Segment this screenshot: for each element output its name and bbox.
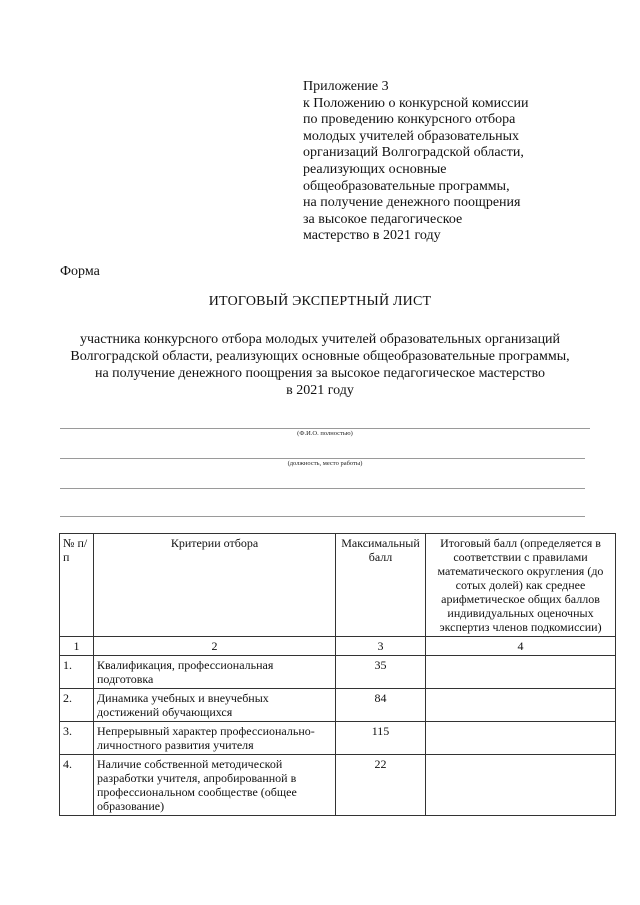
row-criteria: Непрерывный характер профессионально-личностного развития учителя [94,722,336,755]
subtitle-line: на получение денежного поощрения за высокое педагогическое мастерство [94,366,546,381]
appendix-line: за высокое педагогическое [303,211,463,227]
document-title: ИТОГОВЫЙ ЭКСПЕРТНЫЙ ЛИСТ [208,294,432,309]
blank-line [60,488,585,489]
appendix-line: на получение денежного поощрения [303,195,521,211]
appendix-line: к Положению о конкурсной комиссии [303,95,529,111]
row-total[interactable] [426,755,616,816]
position-caption: (должность, место работы) [287,460,363,467]
appendix-line: организаций Волгоградской области, [303,145,524,161]
document-subtitle [40,331,600,399]
table-header-row [60,534,616,637]
row-criteria: Динамика учебных и внеучебных достижений обучающихся [94,689,336,722]
subtitle-line: участника конкурсного отбора молодых учителей образовательных организаций [79,332,561,347]
table-row [60,755,616,816]
appendix-line: Приложение 3 [303,79,389,94]
appendix-line: общеобразовательные программы, [303,178,510,194]
blank-line [60,516,585,517]
row-total[interactable] [426,656,616,689]
row-total[interactable] [426,689,616,722]
header-total: Итоговый балл (определяется в соответствии с правилами математического округления (до сотых долей) как среднее арифметическое общих баллов индивидуальных оценочных экспертиз членов подкомиссии) [426,534,616,637]
appendix-line: по проведению конкурсного отбора [303,112,516,128]
table-row [60,689,616,722]
row-num: 4. [60,755,94,816]
row-num: 2. [60,689,94,722]
table-row [60,656,616,689]
row-max: 84 [336,689,426,722]
row-max: 115 [336,722,426,755]
header-criteria: Критерии отбора [94,534,336,637]
appendix-line: молодых учителей образовательных [303,128,520,144]
subtitle-line: в 2021 году [286,383,354,398]
header-num: № п/п [60,534,94,637]
column-number-row [60,637,616,656]
criteria-table [59,533,616,816]
row-total[interactable] [426,722,616,755]
row-num: 3. [60,722,94,755]
col-number: 1 [60,637,94,656]
header-max: Максимальный балл [336,534,426,637]
row-num: 1. [60,656,94,689]
position-line [60,458,585,459]
row-criteria: Квалификация, профессиональная подготовка [94,656,336,689]
col-number: 4 [426,637,616,656]
table-row [60,722,616,755]
row-max: 35 [336,656,426,689]
appendix-line: реализующих основные [303,161,447,177]
fio-line [60,428,590,429]
col-number: 2 [94,637,336,656]
col-number: 3 [336,637,426,656]
appendix-block [303,79,603,245]
fio-caption: (Ф.И.О. полностью) [297,430,353,437]
appendix-line: мастерство в 2021 году [303,228,441,244]
row-criteria: Наличие собственной методической разработки учителя, апробированной в профессиональном сообществе (общее образование) [94,755,336,816]
subtitle-line: Волгоградской области, реализующих основные общеобразовательные программы, [70,349,570,364]
row-max: 22 [336,755,426,816]
form-label: Форма [60,264,100,279]
